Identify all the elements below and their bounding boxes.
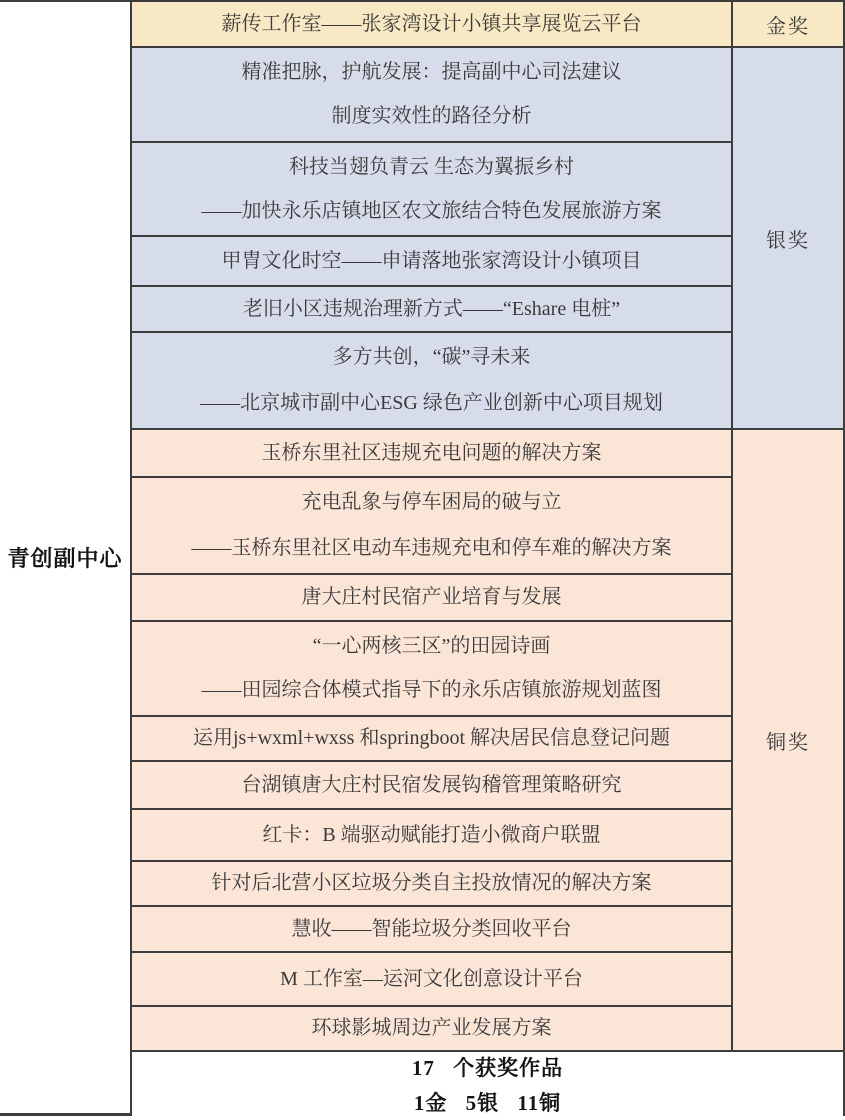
entry-title-line: ——加快永乐店镇地区农文旅结合特色发展旅游方案 bbox=[201, 199, 662, 222]
table-row bbox=[132, 953, 731, 1007]
award-label-bronze: 铜奖 bbox=[766, 731, 810, 754]
table-row bbox=[132, 575, 731, 622]
gold-section bbox=[132, 2, 843, 48]
entry-title-line: ——玉桥东里社区电动车违规充电和停车难的解决方案 bbox=[191, 536, 672, 559]
entry-title-line: ——北京城市副中心ESG 绿色产业创新中心项目规划 bbox=[200, 391, 663, 414]
table-row bbox=[132, 907, 731, 953]
org-cell bbox=[0, 2, 132, 1113]
entry-title-line: “一心两核三区”的田园诗画 bbox=[312, 634, 551, 657]
entry-title: 环球影城周边产业发展方案 bbox=[311, 1017, 552, 1039]
entry-title: 红卡：B 端驱动赋能打造小微商户联盟 bbox=[262, 823, 601, 846]
table-row bbox=[132, 622, 731, 717]
table-row bbox=[132, 48, 731, 143]
table-row bbox=[132, 762, 731, 810]
entry-title-line: ——田园综合体模式指导下的永乐店镇旅游规划蓝图 bbox=[201, 679, 662, 702]
entry-title: M 工作室—运河文化创意设计平台 bbox=[280, 967, 583, 990]
table-row bbox=[132, 717, 731, 762]
summary-row bbox=[132, 1052, 843, 1117]
table-row bbox=[132, 237, 731, 287]
bronze-section bbox=[132, 430, 843, 1052]
award-label-silver: 银奖 bbox=[766, 229, 810, 252]
entry-title: 针对后北营小区垃圾分类自主投放情况的解决方案 bbox=[211, 872, 652, 894]
award-cell-silver bbox=[731, 48, 843, 430]
table-row bbox=[132, 1007, 731, 1052]
table-row bbox=[132, 862, 731, 907]
summary-total: 17 个获奖作品 bbox=[411, 1056, 564, 1080]
entry-title-line: 多方共创，“碳”寻未来 bbox=[332, 346, 531, 369]
entry-title-line: 制度实效性的路径分析 bbox=[331, 105, 532, 128]
award-label-gold: 金奖 bbox=[766, 15, 810, 38]
entry-title-line: 充电乱象与停车困局的破与立 bbox=[301, 491, 562, 514]
entry-title: 甲胄文化时空——申请落地张家湾设计小镇项目 bbox=[221, 249, 642, 272]
silver-rows bbox=[132, 48, 731, 430]
bronze-rows bbox=[132, 430, 731, 1052]
org-label: 青创副中心 bbox=[7, 546, 123, 571]
entry-title-line: 科技当翅负青云 生态为翼振乡村 bbox=[289, 155, 574, 178]
gold-rows bbox=[132, 2, 731, 48]
table-row bbox=[132, 478, 731, 575]
table-row bbox=[132, 810, 731, 862]
table-row bbox=[132, 333, 731, 430]
summary-breakdown: 1金 5银 11铜 bbox=[413, 1091, 562, 1115]
entry-title: 薪传工作室——张家湾设计小镇共享展览云平台 bbox=[221, 12, 642, 35]
entry-title: 台湖镇唐大庄村民宿发展钩稽管理策略研究 bbox=[241, 773, 622, 796]
award-cell-bronze bbox=[731, 430, 843, 1052]
table-row bbox=[132, 430, 731, 478]
entry-title: 运用js+wxml+wxss 和springboot 解决居民信息登记问题 bbox=[192, 727, 671, 749]
award-cell-gold bbox=[731, 2, 843, 48]
entry-title: 老旧小区违规治理新方式——“Eshare 电桩” bbox=[242, 297, 621, 320]
table-row bbox=[132, 287, 731, 333]
table-row bbox=[132, 143, 731, 237]
entry-title: 慧收——智能垃圾分类回收平台 bbox=[291, 917, 572, 940]
table-main bbox=[132, 2, 845, 1113]
entry-title-line: 精准把脉，护航发展：提高副中心司法建议 bbox=[241, 60, 622, 83]
silver-section bbox=[132, 48, 843, 430]
entry-title: 玉桥东里社区违规充电问题的解决方案 bbox=[261, 441, 602, 464]
entry-title: 唐大庄村民宿产业培育与发展 bbox=[301, 586, 562, 608]
table-row bbox=[132, 2, 731, 48]
